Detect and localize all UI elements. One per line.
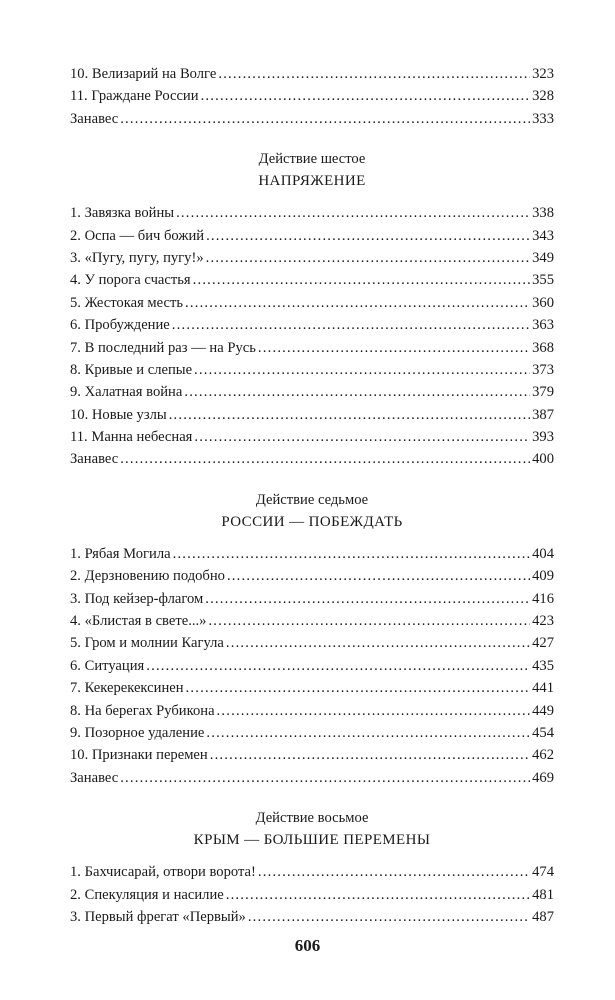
- dot-leader: [227, 565, 530, 587]
- toc-entry: [70, 767, 554, 789]
- toc-entry-page: 323: [532, 66, 554, 82]
- toc-entry: [70, 610, 554, 632]
- dot-leader: [184, 381, 530, 403]
- toc-entry: [70, 861, 554, 883]
- dot-leader: [120, 448, 530, 470]
- toc-entry: [70, 448, 554, 470]
- toc-entry-title: 2. Дерзновению подобно: [70, 568, 225, 585]
- toc-section-act-6: [70, 148, 554, 471]
- dot-leader: [206, 225, 530, 247]
- toc-entry-title: Занавес: [70, 769, 119, 786]
- toc-entry: [70, 85, 554, 107]
- toc-entry-page: 449: [532, 702, 554, 719]
- toc-entry: [70, 906, 554, 928]
- toc-entry-page: 368: [532, 339, 554, 356]
- toc-entry: [70, 426, 554, 448]
- dot-leader: [210, 744, 530, 766]
- toc-list-top: [70, 63, 554, 130]
- dot-leader: [208, 610, 530, 632]
- toc-entry-title: 7. Кекерекексинен: [70, 680, 184, 697]
- dot-leader: [206, 722, 530, 744]
- dot-leader: [218, 63, 530, 85]
- dot-leader: [176, 202, 530, 224]
- toc-entry: [70, 744, 554, 766]
- toc-entry-page: 343: [532, 227, 554, 244]
- toc-list: [70, 543, 554, 789]
- toc-entry: [70, 202, 554, 224]
- dot-leader: [169, 404, 530, 426]
- part-heading: КРЫМ — БОЛЬШИЕ ПЕРЕМЕНЫ: [193, 832, 431, 849]
- dot-leader: [206, 247, 530, 269]
- toc-entry-title: 3. Первый фрегат «Первый»: [70, 908, 246, 925]
- act-heading: Действие восьмое: [255, 810, 369, 827]
- dot-leader: [172, 314, 530, 336]
- toc-entry-page: 474: [532, 864, 554, 881]
- dot-leader: [205, 588, 530, 610]
- toc-entry: [70, 655, 554, 677]
- toc-entry-page: 454: [532, 724, 554, 741]
- part-heading: НАПРЯЖЕНИЕ: [258, 173, 366, 190]
- toc-entry-page: 355: [532, 272, 554, 289]
- toc-entry-title: 5. Жестокая месть: [70, 294, 184, 311]
- toc-section-act-8: [70, 807, 554, 928]
- toc-entry-page: 409: [532, 568, 554, 585]
- toc-entry: [70, 108, 554, 130]
- toc-entry-page: 379: [532, 384, 554, 401]
- toc-entry-title: 9. Позорное удаление: [70, 724, 205, 741]
- dot-leader: [185, 292, 530, 314]
- toc-entry: [70, 565, 554, 587]
- toc-entry-title: 4. «Блистая в свете...»: [70, 613, 207, 630]
- dot-leader: [194, 426, 530, 448]
- table-of-contents: [70, 63, 554, 928]
- toc-entry-page: 328: [532, 88, 554, 105]
- toc-entry-title: 9. Халатная война: [70, 384, 183, 401]
- toc-entry: [70, 632, 554, 654]
- toc-entry-title: 1. Завязка войны: [70, 205, 175, 222]
- dot-leader: [193, 269, 530, 291]
- page-number: 606: [294, 936, 321, 955]
- toc-section-act-7: [70, 489, 554, 789]
- toc-entry-title: 3. «Пугу, пугу, пугу!»: [70, 249, 204, 266]
- dot-leader: [120, 767, 530, 789]
- toc-entry-title: 2. Оспа — бич божий: [70, 227, 205, 244]
- toc-entry: [70, 359, 554, 381]
- toc-entry-title: 8. Кривые и слепые: [70, 361, 193, 378]
- dot-leader: [201, 85, 531, 107]
- toc-entry: [70, 292, 554, 314]
- toc-entry-page: 404: [532, 545, 554, 562]
- toc-entry-page: 333: [532, 110, 554, 127]
- toc-entry-page: 349: [532, 249, 554, 266]
- toc-entry-title: Занавес: [70, 110, 119, 127]
- toc-entry: [70, 722, 554, 744]
- dot-leader: [120, 108, 530, 130]
- toc-entry-page: 441: [532, 680, 554, 697]
- dot-leader: [226, 632, 530, 654]
- dot-leader: [217, 700, 531, 722]
- toc-entry-page: 462: [532, 747, 554, 764]
- toc-list: [70, 861, 554, 928]
- toc-entry: [70, 677, 554, 699]
- part-heading: РОССИИ — ПОБЕЖДАТЬ: [221, 513, 403, 530]
- toc-entry-page: 416: [532, 590, 554, 607]
- toc-entry-title: 10. Признаки перемен: [70, 747, 208, 764]
- toc-entry: [70, 700, 554, 722]
- toc-list: [70, 202, 554, 471]
- act-heading: Действие шестое: [258, 151, 366, 168]
- toc-entry-page: 427: [532, 635, 554, 652]
- dot-leader: [258, 337, 530, 359]
- toc-entry-page: 360: [532, 294, 554, 311]
- toc-entry: [70, 269, 554, 291]
- dot-leader: [258, 861, 530, 883]
- toc-entry-page: 338: [532, 205, 554, 222]
- toc-entry-title: 8. На берегах Рубикона: [70, 702, 215, 719]
- toc-entry: [70, 588, 554, 610]
- dot-leader: [186, 677, 531, 699]
- toc-entry-title: 5. Гром и молнии Кагула: [70, 635, 224, 652]
- dot-leader: [146, 655, 530, 677]
- toc-entry-title: 1. Бахчисарай, отвори ворота!: [70, 864, 256, 881]
- toc-entry-page: 387: [532, 406, 554, 423]
- toc-entry-title: 6. Пробуждение: [70, 317, 170, 334]
- toc-entry: [70, 381, 554, 403]
- toc-entry: [70, 314, 554, 336]
- toc-entry-page: 469: [532, 769, 554, 786]
- dot-leader: [226, 884, 530, 906]
- toc-entry: [70, 247, 554, 269]
- toc-entry-title: 10. Велизарий на Волге: [70, 66, 217, 82]
- toc-entry-page: 373: [532, 361, 554, 378]
- toc-entry-title: 4. У порога счастья: [70, 272, 191, 289]
- toc-entry-title: Занавес: [70, 451, 119, 468]
- toc-entry-title: 7. В последний раз — на Русь: [70, 339, 256, 356]
- toc-entry-page: 481: [532, 886, 554, 903]
- toc-entry-title: 1. Рябая Могила: [70, 545, 171, 562]
- dot-leader: [248, 906, 530, 928]
- toc-entry-page: 363: [532, 317, 554, 334]
- toc-entry-page: 435: [532, 657, 554, 674]
- toc-entry: [70, 337, 554, 359]
- toc-entry-title: 3. Под кейзер-флагом: [70, 590, 204, 607]
- toc-entry-page: 400: [532, 451, 554, 468]
- toc-entry-title: 6. Ситуация: [70, 657, 145, 674]
- toc-entry: [70, 543, 554, 565]
- toc-entry-page: 393: [532, 429, 554, 446]
- toc-entry: [70, 404, 554, 426]
- toc-entry-title: 10. Новые узлы: [70, 406, 167, 423]
- toc-entry: [70, 225, 554, 247]
- toc-entry: [70, 884, 554, 906]
- dot-leader: [173, 543, 531, 565]
- toc-entry-page: 487: [532, 908, 554, 925]
- act-heading: Действие седьмое: [255, 491, 369, 508]
- toc-entry: [70, 63, 554, 85]
- toc-entry-title: 11. Граждане России: [70, 88, 199, 105]
- dot-leader: [194, 359, 530, 381]
- toc-entry-title: 2. Спекуляция и насилие: [70, 886, 224, 903]
- toc-entry-title: 11. Манна небесная: [70, 429, 193, 446]
- toc-entry-page: 423: [532, 613, 554, 630]
